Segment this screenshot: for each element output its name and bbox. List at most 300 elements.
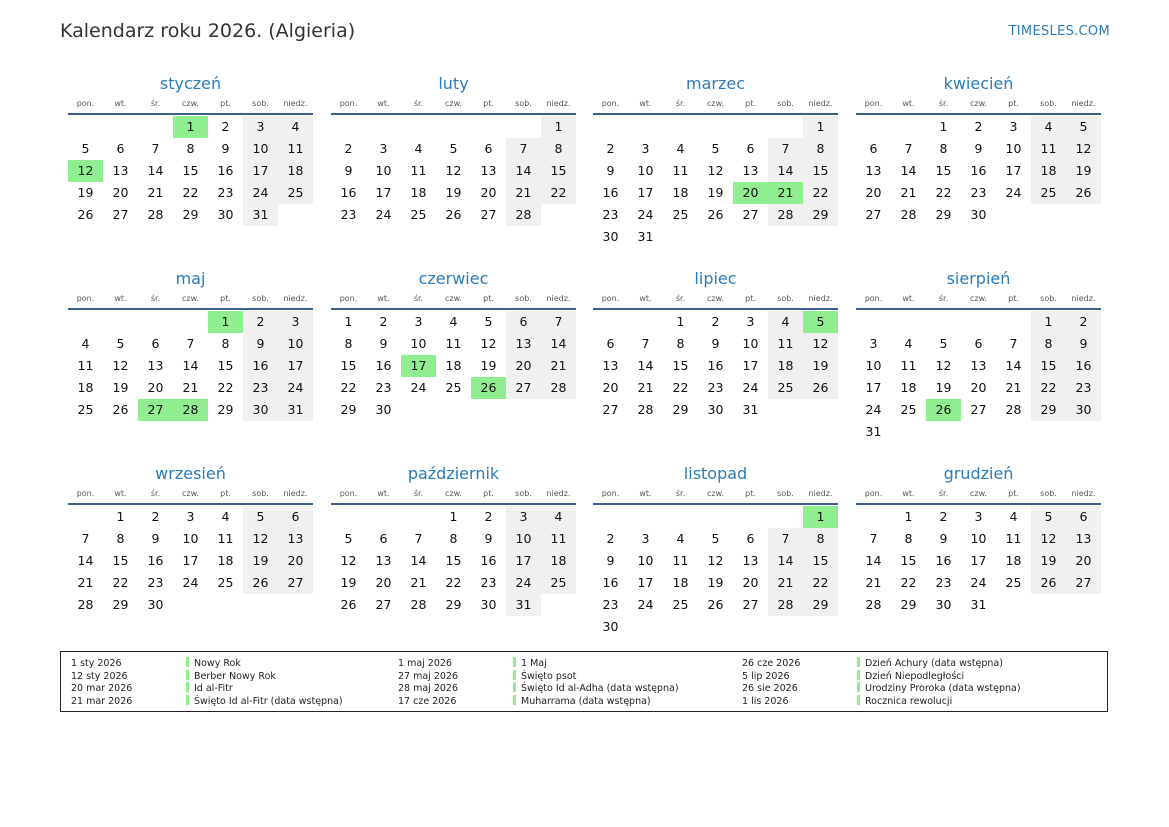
day-cell: 10 <box>182 531 199 546</box>
day-cell: 9 <box>151 531 160 546</box>
day-cell: 20 <box>112 185 129 200</box>
day-cell: 3 <box>641 141 650 156</box>
day-cell: 30 <box>217 207 234 222</box>
legend-date: 21 mar 2026 <box>71 696 133 708</box>
month-name: grudzień <box>943 464 1014 483</box>
day-cell: 25 <box>541 572 576 594</box>
day-cell: 18 <box>672 185 689 200</box>
day-cell: 5 <box>939 336 948 351</box>
day-cell: 1 <box>939 119 948 134</box>
day-cell: 19 <box>243 550 278 572</box>
day-cell: 26 <box>1066 182 1101 204</box>
day-cell: 11 <box>541 528 576 550</box>
month-name: styczeń <box>159 74 222 93</box>
holiday-day-cell: 28 <box>173 399 208 421</box>
empty-day-cell <box>138 311 173 333</box>
weekday-label: pt. <box>1008 99 1019 108</box>
month-name: marzec <box>685 74 745 93</box>
holiday-color-marker <box>186 695 189 705</box>
day-cell: 24 <box>637 207 654 222</box>
legend-entry <box>742 695 1021 708</box>
day-cell: 28 <box>865 597 882 612</box>
weekday-label: czw. <box>445 294 462 303</box>
day-cell: 4 <box>541 506 576 528</box>
day-cell: 2 <box>939 509 948 524</box>
day-cell: 22 <box>182 185 199 200</box>
day-cell: 20 <box>970 380 987 395</box>
weekday-label: pon. <box>601 294 620 303</box>
day-cell: 1 <box>116 509 125 524</box>
month-name: maj <box>175 269 206 288</box>
day-cell: 25 <box>1005 575 1022 590</box>
weekday-label: czw. <box>970 99 987 108</box>
day-cell: 3 <box>243 116 278 138</box>
day-cell: 3 <box>974 509 983 524</box>
day-cell: 28 <box>77 597 94 612</box>
day-cell: 5 <box>81 141 90 156</box>
empty-day-cell <box>698 506 733 528</box>
day-cell: 9 <box>606 163 615 178</box>
weekday-label: wt. <box>114 489 127 498</box>
holiday-day-cell: 27 <box>138 399 173 421</box>
day-cell: 15 <box>803 160 838 182</box>
empty-day-cell <box>331 506 366 528</box>
day-cell: 21 <box>77 575 94 590</box>
day-cell: 16 <box>243 355 278 377</box>
day-cell: 15 <box>445 553 462 568</box>
weekday-label: sob. <box>1040 489 1057 498</box>
month-name: sierpień <box>946 269 1011 288</box>
day-cell: 11 <box>410 163 427 178</box>
day-cell: 30 <box>147 597 164 612</box>
weekday-label: niedz. <box>1071 489 1096 498</box>
day-cell: 19 <box>77 185 94 200</box>
holiday-color-marker <box>857 695 860 705</box>
day-cell: 23 <box>970 185 987 200</box>
weekday-label: pon. <box>601 99 620 108</box>
day-cell: 5 <box>711 531 720 546</box>
day-cell: 6 <box>606 336 615 351</box>
day-cell: 28 <box>637 402 654 417</box>
day-cell: 14 <box>541 333 576 355</box>
day-cell: 28 <box>147 207 164 222</box>
day-cell: 9 <box>606 553 615 568</box>
day-cell: 23 <box>340 207 357 222</box>
day-cell: 14 <box>900 163 917 178</box>
day-cell: 2 <box>243 311 278 333</box>
legend-holiday-name: Nowy Rok <box>194 658 241 669</box>
weekday-label: śr. <box>413 99 424 108</box>
day-cell: 1 <box>803 116 838 138</box>
day-cell: 11 <box>217 531 234 546</box>
day-cell: 17 <box>278 355 313 377</box>
day-cell: 2 <box>151 509 160 524</box>
day-cell: 6 <box>151 336 160 351</box>
day-cell: 23 <box>602 597 619 612</box>
empty-day-cell <box>366 116 401 138</box>
empty-day-cell <box>103 116 138 138</box>
day-grid <box>68 505 313 616</box>
legend-holiday-name: Muharrama (data wstępna) <box>521 696 651 708</box>
weekday-label: wt. <box>377 99 390 108</box>
day-cell: 18 <box>1005 553 1022 568</box>
empty-day-cell <box>856 506 891 528</box>
day-cell: 7 <box>869 531 878 546</box>
empty-day-cell <box>768 506 803 528</box>
day-cell: 4 <box>676 141 685 156</box>
day-cell: 16 <box>480 553 497 568</box>
legend-holiday-name: Urodziny Proroka (data wstępna) <box>865 683 1021 695</box>
day-cell: 29 <box>672 402 689 417</box>
day-cell: 2 <box>711 314 720 329</box>
day-cell: 21 <box>768 572 803 594</box>
legend-holiday-name: Dzień Niepodległości <box>865 670 965 682</box>
day-cell: 12 <box>707 553 724 568</box>
day-cell: 7 <box>768 528 803 550</box>
day-cell: 18 <box>77 380 94 395</box>
day-cell: 18 <box>541 550 576 572</box>
day-cell: 10 <box>506 528 541 550</box>
day-cell: 6 <box>1066 506 1101 528</box>
weekday-label: wt. <box>114 99 127 108</box>
legend-holiday-name: Rocznica rewolucji <box>865 696 953 708</box>
day-cell: 3 <box>1009 119 1018 134</box>
weekday-label: pt. <box>220 489 231 498</box>
day-cell: 27 <box>865 207 882 222</box>
weekday-header <box>593 291 838 310</box>
weekday-label: pon. <box>76 294 95 303</box>
day-cell: 24 <box>865 402 882 417</box>
day-cell: 9 <box>1066 333 1101 355</box>
day-cell: 11 <box>768 333 803 355</box>
day-cell: 30 <box>970 207 987 222</box>
day-cell: 1 <box>904 509 913 524</box>
day-cell: 12 <box>445 163 462 178</box>
day-cell: 26 <box>243 572 278 594</box>
weekday-label: niedz. <box>283 294 308 303</box>
month-block <box>593 268 838 421</box>
weekday-label: sob. <box>1040 99 1057 108</box>
empty-day-cell <box>891 311 926 333</box>
empty-day-cell <box>506 116 541 138</box>
day-cell: 17 <box>243 160 278 182</box>
day-cell: 13 <box>865 163 882 178</box>
weekday-label: pon. <box>76 99 95 108</box>
month-name: listopad <box>683 464 748 483</box>
day-cell: 28 <box>768 594 803 616</box>
day-cell: 24 <box>243 182 278 204</box>
weekday-label: wt. <box>902 294 915 303</box>
day-cell: 27 <box>375 597 392 612</box>
day-cell: 16 <box>602 185 619 200</box>
weekday-label: sob. <box>252 99 269 108</box>
weekday-header <box>68 291 313 310</box>
holiday-day-cell: 26 <box>926 399 961 421</box>
day-cell: 11 <box>1005 531 1022 546</box>
month-block <box>856 268 1101 443</box>
day-cell: 10 <box>637 553 654 568</box>
empty-day-cell <box>663 506 698 528</box>
empty-day-cell <box>138 116 173 138</box>
weekday-label: pon. <box>339 489 358 498</box>
weekday-label: wt. <box>639 99 652 108</box>
day-cell: 19 <box>1066 160 1101 182</box>
day-cell: 5 <box>449 141 458 156</box>
day-grid <box>331 115 576 226</box>
day-cell: 21 <box>541 355 576 377</box>
day-cell: 28 <box>410 597 427 612</box>
day-cell: 8 <box>676 336 685 351</box>
holiday-day-cell: 17 <box>401 355 436 377</box>
day-cell: 12 <box>1031 528 1066 550</box>
weekday-label: wt. <box>902 489 915 498</box>
day-cell: 6 <box>746 531 755 546</box>
weekday-label: pt. <box>745 99 756 108</box>
day-cell: 6 <box>379 531 388 546</box>
day-cell: 4 <box>1009 509 1018 524</box>
day-cell: 23 <box>1066 377 1101 399</box>
day-cell: 25 <box>445 380 462 395</box>
day-cell: 14 <box>410 553 427 568</box>
day-cell: 31 <box>243 204 278 226</box>
legend-date: 1 sty 2026 <box>71 658 122 669</box>
day-cell: 12 <box>340 553 357 568</box>
day-grid <box>856 505 1101 616</box>
weekday-header <box>593 96 838 115</box>
day-cell: 27 <box>970 402 987 417</box>
day-cell: 31 <box>970 597 987 612</box>
weekday-label: pt. <box>483 99 494 108</box>
day-cell: 19 <box>480 358 497 373</box>
weekday-label: śr. <box>938 99 949 108</box>
day-cell: 4 <box>904 336 913 351</box>
day-cell: 13 <box>112 163 129 178</box>
day-cell: 19 <box>445 185 462 200</box>
day-cell: 11 <box>278 138 313 160</box>
weekday-label: niedz. <box>546 489 571 498</box>
day-cell: 29 <box>803 594 838 616</box>
day-cell: 4 <box>676 531 685 546</box>
day-cell: 21 <box>865 575 882 590</box>
day-cell: 12 <box>803 333 838 355</box>
day-cell: 1 <box>676 314 685 329</box>
day-cell: 13 <box>1066 528 1101 550</box>
empty-day-cell <box>891 116 926 138</box>
day-cell: 11 <box>77 358 94 373</box>
day-cell: 15 <box>541 160 576 182</box>
empty-day-cell <box>856 311 891 333</box>
day-cell: 24 <box>637 597 654 612</box>
day-cell: 30 <box>602 619 619 634</box>
weekday-label: pon. <box>76 489 95 498</box>
weekday-header <box>331 96 576 115</box>
day-cell: 14 <box>637 358 654 373</box>
day-cell: 8 <box>186 141 195 156</box>
empty-day-cell <box>401 506 436 528</box>
day-cell: 16 <box>970 163 987 178</box>
day-grid <box>68 310 313 421</box>
day-cell: 5 <box>116 336 125 351</box>
day-cell: 4 <box>278 116 313 138</box>
legend-date: 1 maj 2026 <box>398 658 452 669</box>
day-cell: 3 <box>641 531 650 546</box>
day-cell: 26 <box>803 377 838 399</box>
day-cell: 18 <box>410 185 427 200</box>
day-cell: 16 <box>147 553 164 568</box>
day-cell: 12 <box>935 358 952 373</box>
day-cell: 23 <box>217 185 234 200</box>
day-cell: 22 <box>541 182 576 204</box>
day-cell: 31 <box>506 594 541 616</box>
day-cell: 4 <box>1031 116 1066 138</box>
day-cell: 8 <box>803 138 838 160</box>
day-cell: 14 <box>182 358 199 373</box>
weekday-label: sob. <box>777 489 794 498</box>
weekday-label: pt. <box>483 489 494 498</box>
empty-day-cell <box>628 116 663 138</box>
day-cell: 19 <box>707 185 724 200</box>
weekday-label: niedz. <box>546 99 571 108</box>
day-cell: 26 <box>340 597 357 612</box>
day-grid <box>68 115 313 226</box>
day-cell: 15 <box>182 163 199 178</box>
day-cell: 19 <box>340 575 357 590</box>
day-cell: 13 <box>970 358 987 373</box>
day-cell: 5 <box>243 506 278 528</box>
holiday-day-cell: 21 <box>768 182 803 204</box>
day-cell: 21 <box>637 380 654 395</box>
day-grid <box>593 115 838 248</box>
day-cell: 9 <box>974 141 983 156</box>
day-cell: 29 <box>182 207 199 222</box>
day-cell: 26 <box>707 597 724 612</box>
legend-date: 5 lip 2026 <box>742 670 790 682</box>
weekday-label: sob. <box>252 489 269 498</box>
day-cell: 7 <box>151 141 160 156</box>
weekday-label: sob. <box>515 99 532 108</box>
day-cell: 30 <box>602 229 619 244</box>
day-cell: 3 <box>506 506 541 528</box>
day-cell: 20 <box>602 380 619 395</box>
weekday-label: śr. <box>938 294 949 303</box>
day-cell: 11 <box>445 336 462 351</box>
day-cell: 21 <box>1005 380 1022 395</box>
day-cell: 22 <box>340 380 357 395</box>
empty-day-cell <box>331 116 366 138</box>
legend-date: 27 maj 2026 <box>398 670 459 682</box>
weekday-label: sob. <box>515 294 532 303</box>
day-cell: 3 <box>379 141 388 156</box>
day-cell: 16 <box>707 358 724 373</box>
empty-day-cell <box>103 311 138 333</box>
day-cell: 5 <box>1031 506 1066 528</box>
weekday-label: pt. <box>745 294 756 303</box>
legend-entry <box>71 695 343 708</box>
month-block <box>856 463 1101 616</box>
day-cell: 6 <box>506 311 541 333</box>
month-name: luty <box>438 74 469 93</box>
month-block <box>331 268 576 421</box>
day-cell: 30 <box>1066 399 1101 421</box>
day-cell: 9 <box>344 163 353 178</box>
day-cell: 22 <box>935 185 952 200</box>
brand-logo-text[interactable]: TIMESLES.COM <box>1008 24 1110 39</box>
day-cell: 20 <box>375 575 392 590</box>
weekday-label: sob. <box>777 294 794 303</box>
weekday-label: niedz. <box>546 294 571 303</box>
day-cell: 3 <box>869 336 878 351</box>
day-cell: 4 <box>414 141 423 156</box>
day-cell: 13 <box>742 553 759 568</box>
day-cell: 18 <box>768 355 803 377</box>
day-cell: 11 <box>1031 138 1066 160</box>
weekday-label: niedz. <box>808 489 833 498</box>
holiday-color-marker <box>186 657 189 667</box>
day-cell: 10 <box>243 138 278 160</box>
day-cell: 26 <box>112 402 129 417</box>
day-cell: 23 <box>147 575 164 590</box>
day-cell: 17 <box>637 185 654 200</box>
day-cell: 13 <box>742 163 759 178</box>
day-cell: 27 <box>742 207 759 222</box>
day-cell: 2 <box>974 119 983 134</box>
weekday-label: pon. <box>864 294 883 303</box>
weekday-label: czw. <box>445 489 462 498</box>
day-cell: 13 <box>602 358 619 373</box>
empty-day-cell <box>926 311 961 333</box>
day-cell: 29 <box>803 204 838 226</box>
day-cell: 9 <box>243 333 278 355</box>
day-cell: 18 <box>217 553 234 568</box>
holiday-day-cell: 1 <box>803 506 838 528</box>
weekday-label: czw. <box>182 294 199 303</box>
weekday-label: pt. <box>483 294 494 303</box>
day-cell: 10 <box>742 336 759 351</box>
day-cell: 15 <box>672 358 689 373</box>
day-cell: 7 <box>904 141 913 156</box>
legend-entry <box>71 670 343 683</box>
day-cell: 20 <box>278 550 313 572</box>
weekday-label: niedz. <box>808 294 833 303</box>
day-cell: 29 <box>445 597 462 612</box>
day-cell: 24 <box>182 575 199 590</box>
day-cell: 15 <box>935 163 952 178</box>
day-cell: 17 <box>742 358 759 373</box>
day-cell: 7 <box>1009 336 1018 351</box>
weekday-header <box>331 486 576 505</box>
day-cell: 28 <box>541 377 576 399</box>
day-cell: 29 <box>900 597 917 612</box>
day-cell: 3 <box>278 311 313 333</box>
weekday-label: śr. <box>413 294 424 303</box>
day-cell: 24 <box>970 575 987 590</box>
day-cell: 1 <box>1031 311 1066 333</box>
day-cell: 12 <box>480 336 497 351</box>
day-cell: 21 <box>147 185 164 200</box>
weekday-label: czw. <box>970 489 987 498</box>
day-cell: 6 <box>484 141 493 156</box>
weekday-label: pon. <box>864 489 883 498</box>
day-cell: 30 <box>480 597 497 612</box>
weekday-label: śr. <box>150 489 161 498</box>
day-cell: 1 <box>449 509 458 524</box>
day-cell: 25 <box>217 575 234 590</box>
day-cell: 28 <box>1005 402 1022 417</box>
day-cell: 17 <box>637 575 654 590</box>
day-cell: 14 <box>1005 358 1022 373</box>
legend-entry <box>71 657 343 670</box>
weekday-label: czw. <box>182 99 199 108</box>
